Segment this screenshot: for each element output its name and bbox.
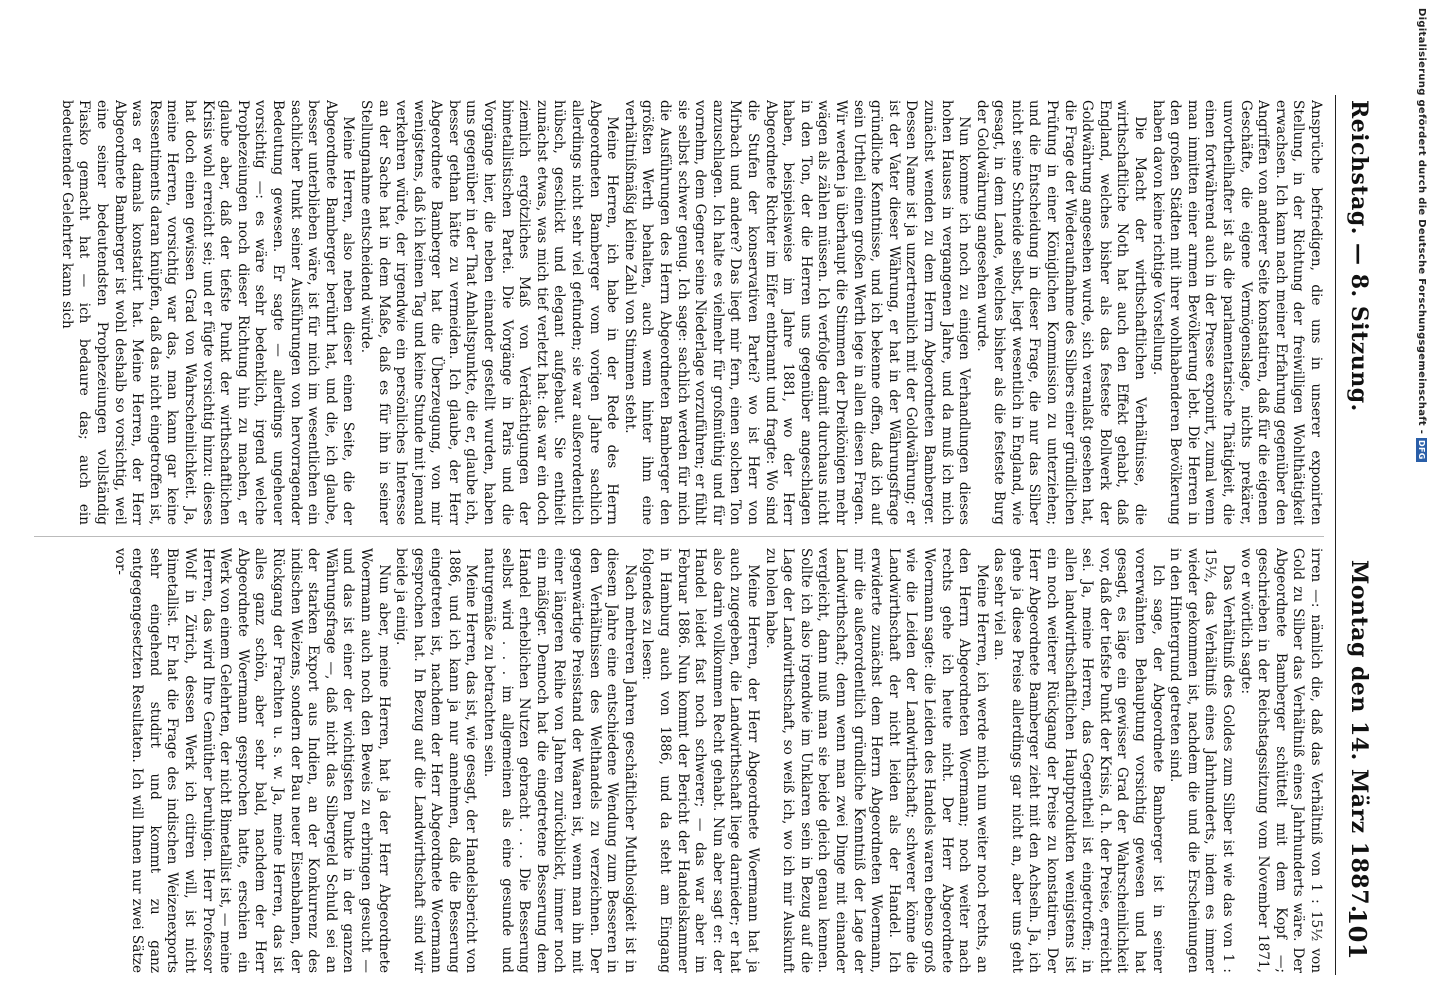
paragraph: Ansprüche befriedigen, die uns in unserer exponirten Stellung, in der Richtung der freiwilligen Wohlthätigkeit erwachsen. Ich kann nach meiner Erfahrung gegenüber den Angriffen von anderer Seite konstatiren, daß für die eigenen Geschäfte, die eigene Vermögenslage, nichts prekärer, unvortheilhafter ist als die parlamentarische Thätigkeit, die einen fortwährend auch in der Presse exponirt, zumal wenn man inmitten einer armen Bevölkerung lebt. Die Herren in den großen Städten mit ihrer wohlhabenderen Bevölkerung haben davon keine richtige Vorstellung. [1149, 100, 1324, 525]
header-left: Reichstag. — 8. Sitzung. [1346, 100, 1372, 412]
paragraph: Meine Herren, ich werde mich nun weiter noch rechts, an den Herrn Abgeordneten Woermann; noch weiter nach rechts gehe ich heute nicht. Der Herr Abgeordnete Woermann sagte: die Leiden des Handels waren ebenso groß wie die Leiden der Landwirthschaft; schwerer könne die Landwirthschaft der nicht leiden als der Handel. Ich erwiderte zunächst dem Herrn Abgeordneten Woermann, mir die außerordentlich gründliche Kenntniß der Lage der Landwirthschaft; denn wenn man zwei Dinge mit einander vergleicht, dann muß man sie beide gleich genau kennen. Sollte ich also irgendwie im Unklaren sein in Bezug auf die Lage der Landwirthschaft, so weiß ich, wo ich mir Auskunft zu holen habe. [762, 548, 990, 973]
page-header [1332, 0, 1372, 1000]
dfg-logo: DFG [1417, 440, 1426, 460]
paragraph: Meine Herren, das ist, wie gesagt, der Handelsbericht von 1886, und ich kann ja nur annehmen, daß die Besserung eingetreten ist, nachdem der Herr Abgeordnete Woermann gesprochen hat. In Bezug auf die Landwirthschaft sind wir beide ja einig. [393, 548, 480, 973]
paragraph: Ich sage, der Abgeordnete Bamberger ist in seiner vorerwähnten Behauptung vorsichtig gewesen und hat gesagt, es läge ein gewisser Grad der Wahrscheinlichkeit vor, daß der tiefste Punkt der Krisis, d. h. der Preise, erreicht sei. Ja, meine Herren, das Gegentheil ist eingetroffen; in allen landwirthschaftlichen Hauptprodukten wenigstens ist ein noch weiterer Rückgang der Preise zu konstatiren. Der Herr Abgeordnete Bamberger zieht mit den Achseln. Ja, ich gehe ja diese Preise allerdings gar nicht an, aber uns geht das sehr viel an. [991, 548, 1166, 973]
quote-paragraph: Nach mehreren Jahren geschäftlicher Muthlosigkeit ist in diesem Jahre eine entschiedene Wendung zum Besseren in den Verhältnissen des Welthandels zu verzeichnen. Der gegenwärtige Preisstand der Waaren ist, wenn man ihn mit einer längeren Reihe von Jahren zurückblickt, immer noch ein mäßiger. Dennoch hat die eingetretene Besserung dem Handel erheblichen Nutzen gebracht . . . Die Besserung selbst wird . . . im allgemeinen als eine gesunde und naturgemäße zu betrachten sein. [481, 548, 638, 973]
quote-paragraph: Das Verhältniß des Goldes zum Silber ist wie das von 1 : 15½, das Verhältniß eines Jahrhunderts, indem es immer wieder gekommen ist, nachdem die und die Erscheinungen in den Hintergrund getreten sind. [1167, 548, 1237, 973]
page-number: 101 [1343, 908, 1372, 960]
digitization-text: Digitalisierung gefördert durch die Deutsche Forschungsgemeinschaft - [1416, 8, 1427, 435]
paragraph: Nun komme ich noch zu einigen Verhandlungen dieses hohen Hauses in vergangenen Jahre, und da muß ich mich zunächst wenden zu dem Herrn Abgeordneten Bamberger. Dessen Name ist ja unzertrennlich mit der Goldwährung; er ist der Vater dieser Währung, er hat in der Währungsfrage gründliche Kenntnisse, und ich bekenne offen, daß ich auf sein Urtheil einen großen Werth lege in allen diesen Fragen. Wir werden ja überhaupt die Stimmen der Dreikönigen mehr wägen als zählen müssen. Ich verfolge damit durchaus nicht in den Ton, der die Herren uns gegenüber angeschlagen haben, beispielsweise im Jahre 1881, wo der Herr Abgeordnete Richter im Eifer entbrannt und fragte: Wo sind die Stufen der konservativen Partei? wo ist Herr von Mirbach und andere? Das liegt mir fern, einen solchen Ton anzuschlagen. Ich halte es vielmehr für großmüthig und für vornehm, dem Gegner seine Niederlage vorzuführen; er fühlt sie selbst schwer genug. Ich sage: sachlich werden für mich die Ausführungen des Herrn Abgeordneten Bamberger den größten Werth behalten, auch wenn hinter ihm eine verhältnißmäßig kleine Zahl von Stimmen steht. [621, 100, 973, 525]
paragraph: irren —: nämlich die, daß das Verhältniß von 1 : 15½ von Gold zu Silber das Verhältniß eines Jahrhunderts wäre. Der Abgeordnete Bamberger schüttelt mit dem Kopf —; geschrieben in der Reichstagssitzung vom November 1871, wo er wörtlich sagte: [1237, 548, 1324, 973]
paragraph: Nun aber, meine Herren, hat ja der Herr Abgeordnete Woermann auch noch den Beweis zu erbringen gesucht — und das ist einer der wichtigsten Punkte in der ganzen Währungsfrage —, daß nicht das Silbergeld Schuld sei an der starken Export aus Indien, an der Konkurrenz des indischen Weizens, sondern der Bau neuer Eisenbahnen, der Rückgang der Frachten u. s. w. Ja, meine Herren, das ist alles ganz schön, aber sehr bald, nachdem der Herr Abgeordnete Woermann gesprochen hatte, erschien ein Werk von einem Gelehrten, der nicht Bimetallist ist, — meine Herren, das wird Ihre Gemüther beruhigen. Herr Professor Wolf in Zürich, dessen Werk ich citiren will, ist nicht Bimetallist. Er hat die Frage des indischen Weizenexports sehr eingehend studirt und kommt zu ganz entgegengesetzten Resultaten. Ich will Ihnen nur zwei Sätze vor- [111, 548, 392, 973]
paragraph: Meine Herren, also neben dieser einen Seite, die der Abgeordnete Bamberger berührt hat, und die, ich glaube, besser unterblieben wäre, ist für mich im wesentlichen ein sachlicher Punkt seiner Ausführungen von hervorragender Bedeutung gewesen. Er sagte — allerdings ungeheuer vorsichtig —: es wäre sehr bedenklich, irgend welche Prophezeiungen noch dieser Richtung hin zu machen, er glaube aber, daß der tiefste Punkt der wirthschaftlichen Krisis wohl erreicht sei; und er fügte vorsichtig hinzu: dieses hat doch einen gewissen Grad von Wahrscheinlichkeit. Ja, meine Herren, vorsichtig war das, man kann gar keine Ressentiments daran knüpfen, daß das nicht eingetroffen ist, was er damals konstatirt hat. Meine Herren, der Herr Abgeordnete Bamberger ist wohl deshalb so vorsichtig, weil eine seiner bedeutendsten Prophezeiungen vollständig Fiasko gemacht hat — ich bedaure das; auch ein bedeutender Gelehrter kann sich [58, 100, 357, 525]
column-divider [34, 536, 1324, 537]
right-column [34, 548, 1324, 973]
paragraph: Die Macht der wirthschaftlichen Verhältnisse, die wirthschaftliche Noth hat auch den Effekt gehabt, daß England, welches bisher als das festeste Bollwerk der Goldwährung angesehen wurde, sich veranlaßt gesehen hat, die Frage der Wiederaufnahme des Silbers einer gründlichen Prüfung in einer Königlichen Kommission zu unterziehen; und die Entscheidung in dieser Frage, die nur das Silber nicht seine Schneide selbst, liegt wesentlich in England, wie gesagt, in dem Lande, welches bisher als die festeste Burg der Goldwährung angesehen wurde. [973, 100, 1149, 525]
left-column [34, 100, 1324, 525]
paragraph: Meine Herren, der Herr Abgeordnete Woermann hat ja auch zugegeben, die Landwirthschaft liege darnieder; er hat also darin vollkommen Recht gehabt. Nun aber sagt er: der Handel leidet fast noch schwerer; — das war aber im Februar 1886. Nun kommt der Bericht der Handelskammer in Hamburg auch von 1886, und da steht am Eingang folgendes zu lesen: [639, 548, 761, 973]
paragraph: Meine Herren, ich habe in der Rede des Herrn Abgeordneten Bamberger vom vorigen Jahre sachlich allerdings nicht sehr viel gefunden; sie war außerordentlich hübsch, geschickt und elegant aufgebaut. Sie enthielt zunächst etwas, was mich tief verletzt hat: das war ein doch ziemlich ergötzliches Maß von Verdächtigungen der bimetallistischen Partei. Die Vorgänge in Paris und die Vorgänge hier, die neben einander gestellt wurden, haben uns gegenüber in der That Anhaltspunkte, die er, glaube ich, besser gethan hätte zu vermeiden. Ich glaube, der Herr Abgeordnete Bamberger hat die Überzeugung, von mir wenigstens, daß ich keinen Tag und keine Stunde mit jemand verkehren würde, der irgendwie ein persönliches Interesse an der Sache hat in dem Maße, daß es für ihn in seiner Stellungnahme entscheidend würde. [357, 100, 621, 525]
header-center: Montag den 14. März 1887. [1346, 560, 1372, 914]
header-rule [1335, 95, 1336, 975]
